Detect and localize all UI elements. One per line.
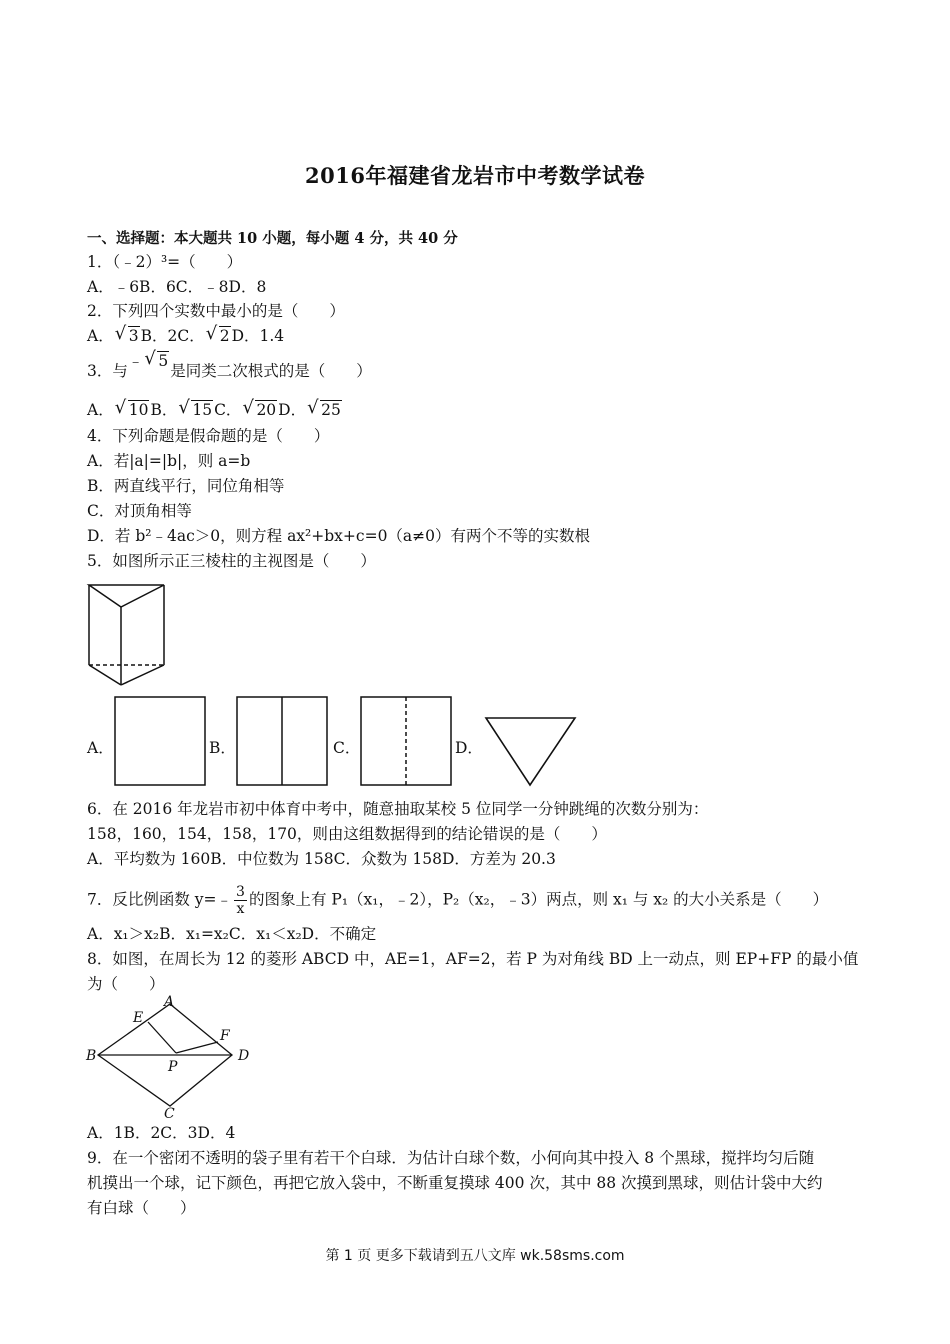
q2-option-bc: B．2C． xyxy=(140,327,205,345)
q3-pre: 3．与 xyxy=(87,362,128,380)
page-footer: 第 1 页 更多下载请到五八文库 wk.58sms.com xyxy=(325,1248,625,1264)
q5-option-b-label: B． xyxy=(209,739,236,757)
q4-option-d: D．若 b²﹣4ac＞0，则方程 ax²+bx+c=0（a≠0）有两个不等的实数根 xyxy=(87,527,591,545)
q5-option-a-label: A． xyxy=(87,739,114,757)
q6-line1: 6．在 2016 年龙岩市初中体育中考中，随意抽取某校 5 位同学一分钟跳绳的次数分别为： xyxy=(87,800,709,818)
q3-options xyxy=(87,399,343,421)
page-title: 2016年福建省龙岩市中考数学试卷 xyxy=(305,163,645,188)
q2-option-a-radicand: 3 xyxy=(128,327,139,345)
q3-option-b-label: B． xyxy=(150,401,178,419)
point-label: C xyxy=(164,1106,175,1120)
option-c-dashed-rect-figure xyxy=(360,696,452,786)
q3-post: 是同类二次根式的是（ ） xyxy=(170,362,372,380)
sqrt-icon xyxy=(115,399,150,421)
q2-option-a-label: A． xyxy=(87,327,114,345)
q7-stem xyxy=(87,884,828,917)
q7-post: 的图象上有 P₁（x₁，﹣2），P₂（x₂，﹣3）两点，则 x₁ 与 x₂ 的大小关系是（ ） xyxy=(248,890,829,909)
q3-option-d-radicand: 25 xyxy=(321,401,341,419)
q4-option-a: A．若|a|=|b|，则 a=b xyxy=(87,452,251,470)
q1-stem: 1．（﹣2）³=（ ） xyxy=(87,253,243,271)
q9-line3: 有白球（ ） xyxy=(87,1199,196,1217)
q5-option-d-label: D． xyxy=(455,739,483,757)
q6-line2: 158，160，154，158，170，则由这组数据得到的结论错误的是（ ） xyxy=(87,825,607,843)
q2-option-d: D．1.4 xyxy=(231,327,285,345)
q9-line2: 机摸出一个球，记下颜色，再把它放入袋中，不断重复摸球 400 次，其中 88 次摸到黑球，则估计袋中大约 xyxy=(87,1174,823,1192)
sqrt-icon xyxy=(144,350,169,372)
triangular-prism-figure xyxy=(86,582,168,688)
q5-option-c-label: C． xyxy=(333,739,361,757)
sqrt-icon xyxy=(206,325,231,347)
q7-options: A．x₁＞x₂B．x₁=x₂C．x₁＜x₂D．不确定 xyxy=(87,925,377,943)
q3-option-a-label: A． xyxy=(87,401,114,419)
q3-option-b-radicand: 15 xyxy=(192,401,213,419)
option-d-triangle-figure xyxy=(484,716,578,788)
option-b-split-rect-figure xyxy=(236,696,328,786)
option-a-square-figure xyxy=(114,696,206,786)
point-label: B xyxy=(86,1048,97,1064)
rhombus-figure xyxy=(84,994,256,1120)
sqrt-icon xyxy=(307,399,342,421)
sqrt-icon xyxy=(178,399,213,421)
point-label: A xyxy=(164,994,175,1010)
point-label: P xyxy=(168,1059,178,1075)
q3-option-c-radicand: 20 xyxy=(256,401,277,419)
q3-option-d-label: D． xyxy=(278,401,307,419)
q4-stem: 4．下列命题是假命题的是（ ） xyxy=(87,427,330,445)
point-label: D xyxy=(238,1048,250,1064)
q2-stem: 2．下列四个实数中最小的是（ ） xyxy=(87,302,345,320)
point-label: E xyxy=(133,1010,144,1026)
sqrt-icon xyxy=(115,325,140,347)
q4-option-c: C．对顶角相等 xyxy=(87,502,192,520)
q3-radicand: 5 xyxy=(158,352,169,370)
q3-stem xyxy=(87,352,372,382)
q2-options xyxy=(87,325,284,347)
fraction-numerator: 3 xyxy=(236,884,245,900)
q8-options: A．1B．2C．3D．4 xyxy=(87,1124,236,1142)
q9-line1: 9．在一个密闭不透明的袋子里有若干个白球．为估计白球个数，小何向其中投入 8 个黑球，搅拌均匀后随 xyxy=(87,1149,815,1167)
q2-option-c-radicand: 2 xyxy=(219,327,230,345)
q3-option-a-radicand: 10 xyxy=(128,401,149,419)
q3-minus: ﹣ xyxy=(127,352,144,370)
q3-option-c-label: C． xyxy=(214,401,242,419)
q4-option-b: B．两直线平行，同位角相等 xyxy=(87,477,285,495)
q5-stem: 5．如图所示正三棱柱的主视图是（ ） xyxy=(87,552,376,570)
fraction-denominator: x xyxy=(236,901,245,917)
q8-line1: 8．如图，在周长为 12 的菱形 ABCD 中，AE=1，AF=2，若 P 为对角线 BD 上一动点，则 EP+FP 的最小值 xyxy=(87,950,859,968)
section-heading: 一、选择题：本大题共 10 小题，每小题 4 分，共 40 分 xyxy=(87,230,458,247)
sqrt-icon xyxy=(242,399,277,421)
q1-options: A．﹣6B．6C．﹣8D．8 xyxy=(87,278,267,296)
q7-pre: 7．反比例函数 y=﹣ xyxy=(87,890,233,909)
q8-line2: 为（ ） xyxy=(87,975,165,993)
q6-options: A．平均数为 160B．中位数为 158C．众数为 158D．方差为 20.3 xyxy=(87,850,556,868)
fraction xyxy=(234,884,247,917)
point-label: F xyxy=(220,1028,230,1044)
